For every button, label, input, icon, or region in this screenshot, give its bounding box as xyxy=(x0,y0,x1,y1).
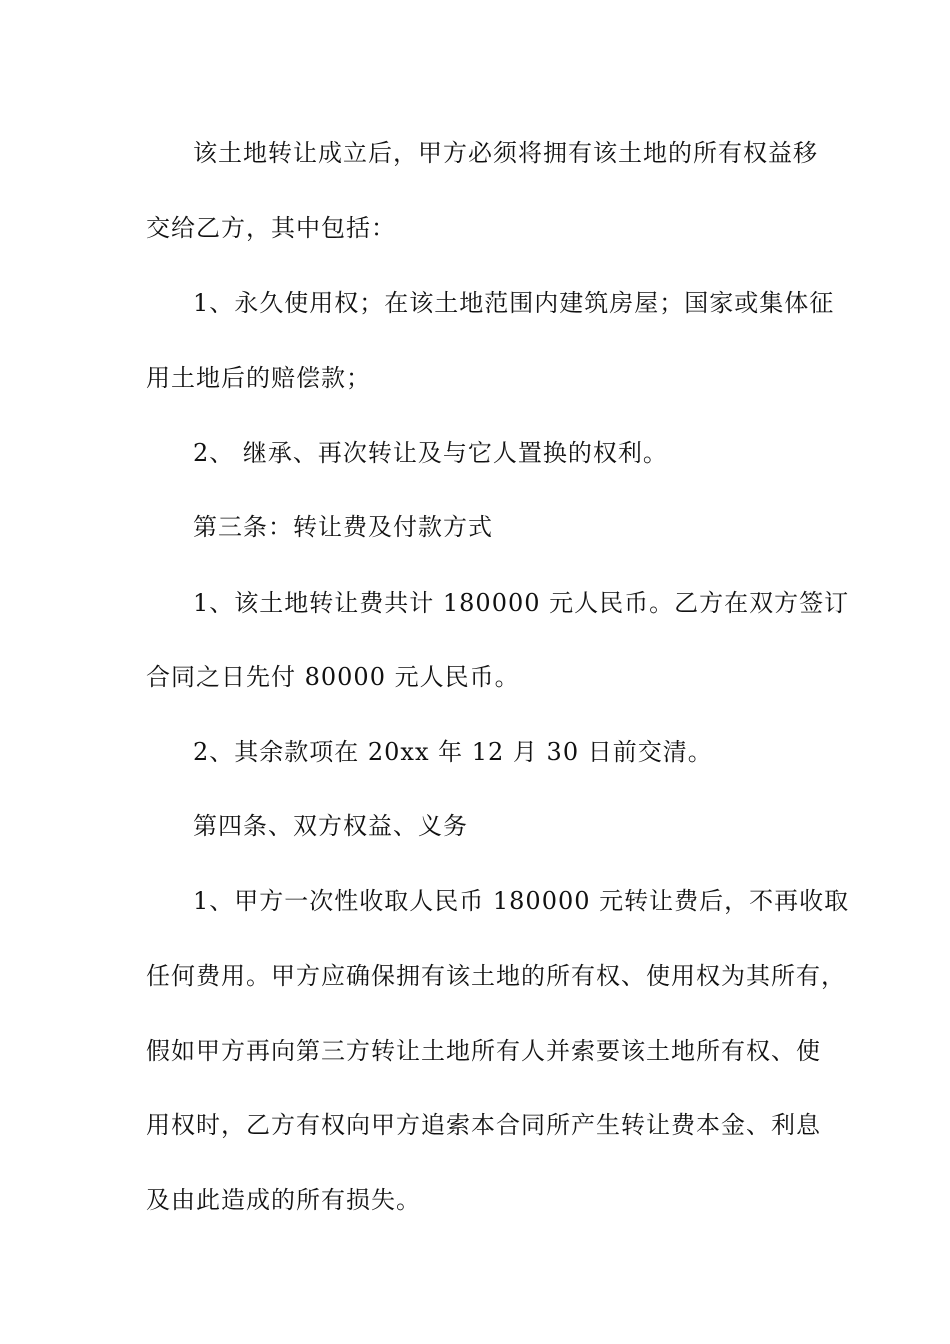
paragraph-line: 用权时，乙方有权向甲方追索本合同所产生转让费本金、利息 xyxy=(146,1111,821,1139)
paragraph-line: 1、甲方一次性收取人民币 180000 元转让费后，不再收取 xyxy=(193,887,850,915)
paragraph-line: 2、其余款项在 20xx 年 12 月 30 日前交清。 xyxy=(193,738,713,766)
paragraph-line: 及由此造成的所有损失。 xyxy=(146,1186,421,1214)
paragraph-line: 1、该土地转让费共计 180000 元人民币。乙方在双方签订 xyxy=(193,589,850,617)
paragraph-line: 交给乙方，其中包括： xyxy=(146,214,396,242)
paragraph-line: 该土地转让成立后，甲方必须将拥有该土地的所有权益移 xyxy=(193,139,818,167)
paragraph-line: 2、 继承、再次转让及与它人置换的权利。 xyxy=(193,439,668,467)
section-heading: 第三条：转让费及付款方式 xyxy=(193,513,493,541)
paragraph-line: 假如甲方再向第三方转让土地所有人并索要该土地所有权、使 xyxy=(146,1037,821,1065)
paragraph-line: 1、永久使用权；在该土地范围内建筑房屋；国家或集体征 xyxy=(193,289,835,317)
paragraph-line: 合同之日先付 80000 元人民币。 xyxy=(146,663,520,691)
paragraph-line: 用土地后的赔偿款； xyxy=(146,364,371,392)
section-heading: 第四条、双方权益、义务 xyxy=(193,812,468,840)
paragraph-line: 任何费用。甲方应确保拥有该土地的所有权、使用权为其所有， xyxy=(146,962,846,990)
